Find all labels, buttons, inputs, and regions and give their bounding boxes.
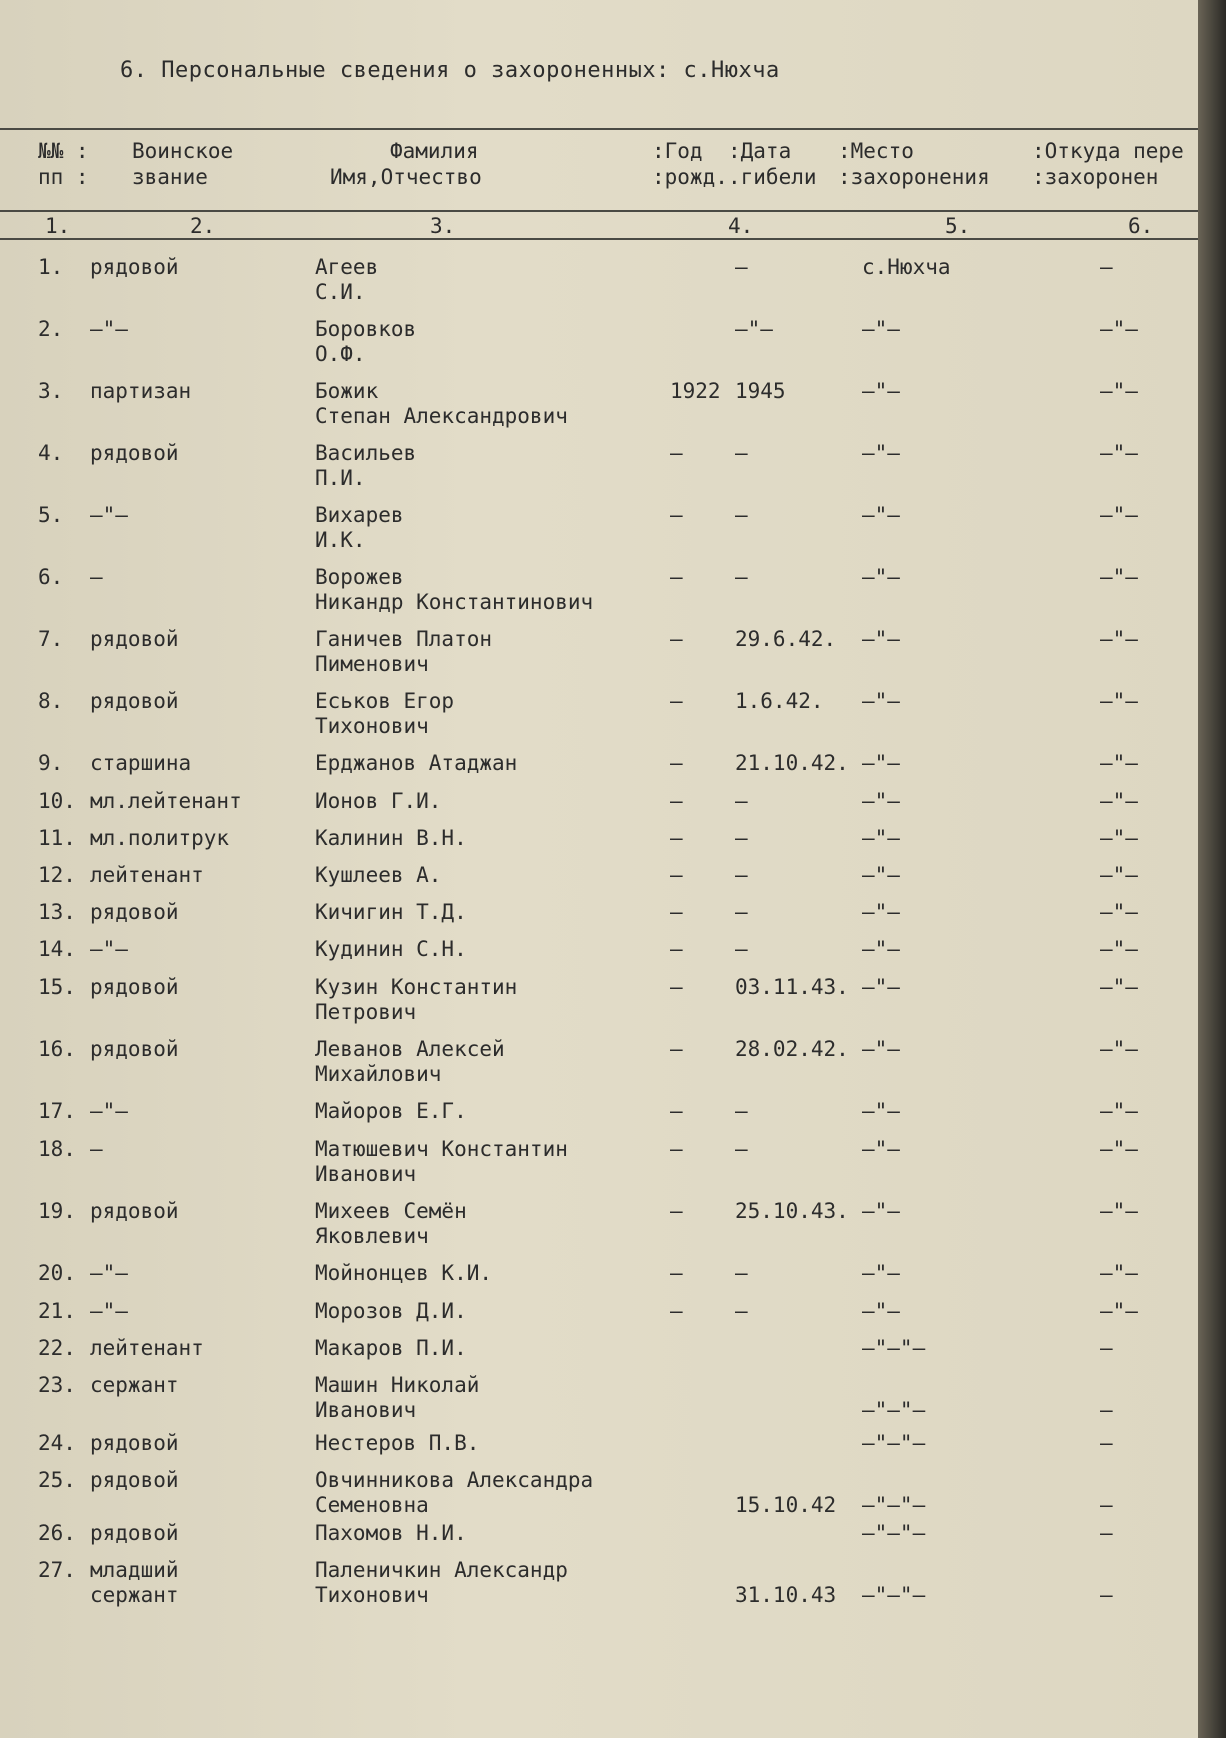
row-number: 8. [38, 689, 64, 713]
row-reburied-from: –"– [1100, 379, 1138, 403]
row-surname: Овчинникова Александра [315, 1468, 594, 1492]
row-number: 7. [38, 627, 64, 651]
row-death-date: – [735, 255, 748, 279]
row-birth-year: – [670, 627, 683, 651]
row-number: 23. [38, 1373, 76, 1397]
row-name-patronymic: Тихонович [315, 1583, 429, 1607]
row-reburied-from: –"– [1100, 863, 1138, 887]
row-death-date: – [735, 863, 748, 887]
row-burial-place: –"–"– [862, 1493, 926, 1517]
row-rank: –"– [90, 317, 128, 341]
row-death-date: 28.02.42. [735, 1037, 849, 1061]
row-surname: Леванов Алексей [315, 1037, 505, 1061]
row-name-patronymic: Степан Александрович [315, 404, 568, 428]
row-burial-place: –"– [862, 503, 900, 527]
page-edge-shadow [1198, 0, 1226, 1738]
row-burial-place: –"– [862, 937, 900, 961]
row-surname: Мойнонцев К.И. [315, 1261, 493, 1285]
row-surname: Божик [315, 379, 379, 403]
row-number: 26. [38, 1521, 76, 1545]
row-birth-year: – [670, 975, 683, 999]
column-number-1: 1. [45, 214, 71, 238]
row-birth-year: – [670, 900, 683, 924]
row-burial-place: –"– [862, 900, 900, 924]
row-surname: Морозов Д.И. [315, 1299, 467, 1323]
row-surname: Еськов Егор [315, 689, 455, 713]
row-rank: сержант [90, 1373, 179, 1397]
row-birth-year: – [670, 1199, 683, 1223]
row-name-patronymic: Михайлович [315, 1062, 442, 1086]
row-reburied-from: –"– [1100, 317, 1138, 341]
row-birth-year: – [670, 441, 683, 465]
row-number: 6. [38, 565, 64, 589]
row-burial-place: –"–"– [862, 1398, 926, 1422]
row-rank: лейтенант [90, 1336, 204, 1360]
row-burial-place: –"–"– [862, 1431, 926, 1455]
header-burial-place: :Место :захоронения [838, 139, 990, 189]
row-number: 27. [38, 1558, 76, 1582]
row-death-date: 03.11.43. [735, 975, 849, 999]
row-surname: Боровков [315, 317, 417, 341]
row-surname: Машин Николай [315, 1373, 480, 1397]
row-birth-year: – [670, 1261, 683, 1285]
row-birth-year: – [670, 937, 683, 961]
row-surname: Калинин В.Н. [315, 826, 467, 850]
row-reburied-from: –"– [1100, 1099, 1138, 1123]
row-burial-place: –"– [862, 565, 900, 589]
row-death-date: 29.6.42. [735, 627, 837, 651]
row-name-patronymic: Пименович [315, 652, 429, 676]
row-number: 19. [38, 1199, 76, 1223]
column-number-2: 2. [190, 214, 216, 238]
row-death-date: 25.10.43. [735, 1199, 849, 1223]
row-surname: Майоров Е.Г. [315, 1099, 467, 1123]
row-reburied-from: –"– [1100, 1137, 1138, 1161]
row-rank: рядовой [90, 255, 179, 279]
row-death-date: –"– [735, 317, 773, 341]
row-birth-year: – [670, 1299, 683, 1323]
row-death-date: 15.10.42 [735, 1493, 837, 1517]
row-number: 25. [38, 1468, 76, 1492]
row-rank: рядовой [90, 1431, 179, 1455]
row-rank: рядовой [90, 1037, 179, 1061]
row-surname: Кузин Константин [315, 975, 518, 999]
row-number: 24. [38, 1431, 76, 1455]
row-rank: рядовой [90, 627, 179, 651]
row-burial-place: –"– [862, 789, 900, 813]
row-rank: –"– [90, 1261, 128, 1285]
row-reburied-from: – [1100, 1583, 1113, 1607]
row-burial-place: –"– [862, 863, 900, 887]
row-name-patronymic: П.И. [315, 466, 366, 490]
row-burial-place: –"– [862, 689, 900, 713]
row-number: 17. [38, 1099, 76, 1123]
column-numbers-top-rule [0, 210, 1198, 212]
row-birth-year: – [670, 1137, 683, 1161]
row-reburied-from: –"– [1100, 789, 1138, 813]
header-rank: Воинское звание [132, 139, 234, 189]
row-rank: рядовой [90, 975, 179, 999]
row-surname: Вихарев [315, 503, 404, 527]
row-rank: рядовой [90, 441, 179, 465]
row-death-date: – [735, 900, 748, 924]
row-surname: Ионов Г.И. [315, 789, 442, 813]
row-number: 9. [38, 751, 64, 775]
row-reburied-from: –"– [1100, 1261, 1138, 1285]
row-reburied-from: –"– [1100, 937, 1138, 961]
row-name-patronymic: О.Ф. [315, 342, 366, 366]
row-surname: Михеев Семён [315, 1199, 467, 1223]
row-death-date: 31.10.43 [735, 1583, 837, 1607]
row-birth-year: – [670, 751, 683, 775]
row-rank: мл.лейтенант [90, 789, 242, 813]
row-reburied-from: –"– [1100, 975, 1138, 999]
row-burial-place: –"–"– [862, 1521, 926, 1545]
row-rank: –"– [90, 937, 128, 961]
row-surname: Кичигин Т.Д. [315, 900, 467, 924]
row-number: 3. [38, 379, 64, 403]
row-rank: – [90, 565, 103, 589]
row-reburied-from: –"– [1100, 441, 1138, 465]
row-name-patronymic: С.И. [315, 280, 366, 304]
column-numbers-bottom-rule [0, 238, 1198, 240]
row-burial-place: –"– [862, 826, 900, 850]
row-death-date: – [735, 826, 748, 850]
row-rank: рядовой [90, 1521, 179, 1545]
row-name-patronymic: Тихонович [315, 714, 429, 738]
row-death-date: 1.6.42. [735, 689, 824, 713]
row-number: 1. [38, 255, 64, 279]
row-birth-year: 1922 [670, 379, 721, 403]
row-reburied-from: –"– [1100, 1037, 1138, 1061]
row-rank: младший [90, 1558, 179, 1582]
row-number: 21. [38, 1299, 76, 1323]
row-number: 15. [38, 975, 76, 999]
row-burial-place: –"–"– [862, 1336, 926, 1360]
row-surname: Ворожев [315, 565, 404, 589]
row-rank: рядовой [90, 1468, 179, 1492]
row-name-patronymic: Иванович [315, 1162, 417, 1186]
row-reburied-from: –"– [1100, 751, 1138, 775]
row-name-patronymic: И.К. [315, 528, 366, 552]
row-death-date: – [735, 1299, 748, 1323]
row-reburied-from: –"– [1100, 565, 1138, 589]
row-rank: партизан [90, 379, 192, 403]
header-birth-year: :Год :рожд. [652, 139, 728, 189]
row-surname: Макаров П.И. [315, 1336, 467, 1360]
row-reburied-from: – [1100, 1398, 1113, 1422]
header-name: Фамилия Имя,Отчество [330, 139, 482, 189]
row-name-patronymic: Иванович [315, 1398, 417, 1422]
row-death-date: – [735, 441, 748, 465]
row-number: 13. [38, 900, 76, 924]
row-reburied-from: –"– [1100, 627, 1138, 651]
row-death-date: 21.10.42. [735, 751, 849, 775]
row-rank: –"– [90, 503, 128, 527]
row-surname: Матюшевич Константин [315, 1137, 568, 1161]
row-burial-place: –"– [862, 1299, 900, 1323]
row-burial-place: –"– [862, 1037, 900, 1061]
row-name-patronymic: Петрович [315, 1000, 417, 1024]
row-death-date: – [735, 789, 748, 813]
row-rank: лейтенант [90, 863, 204, 887]
row-birth-year: – [670, 503, 683, 527]
row-birth-year: – [670, 863, 683, 887]
row-number: 11. [38, 826, 76, 850]
row-surname: Ерджанов Атаджан [315, 751, 518, 775]
row-death-date: – [735, 1261, 748, 1285]
row-reburied-from: –"– [1100, 689, 1138, 713]
row-number: 4. [38, 441, 64, 465]
row-number: 12. [38, 863, 76, 887]
row-rank-line2: сержант [90, 1583, 179, 1607]
row-death-date: – [735, 1099, 748, 1123]
row-reburied-from: –"– [1100, 826, 1138, 850]
row-reburied-from: – [1100, 1336, 1113, 1360]
row-number: 20. [38, 1261, 76, 1285]
row-surname: Нестеров П.В. [315, 1431, 480, 1455]
header-top-rule [0, 128, 1198, 130]
row-surname: Кудинин С.Н. [315, 937, 467, 961]
column-number-6: 6. [1128, 214, 1154, 238]
row-rank: рядовой [90, 900, 179, 924]
row-burial-place: –"– [862, 379, 900, 403]
row-burial-place: с.Нюхча [862, 255, 951, 279]
row-name-patronymic: Семеновна [315, 1493, 429, 1517]
row-burial-place: –"– [862, 1137, 900, 1161]
row-surname: Агеев [315, 255, 379, 279]
row-surname: Пахомов Н.И. [315, 1521, 467, 1545]
row-burial-place: –"– [862, 1261, 900, 1285]
row-rank: –"– [90, 1099, 128, 1123]
row-death-date: 1945 [735, 379, 786, 403]
row-burial-place: –"– [862, 751, 900, 775]
row-birth-year: – [670, 689, 683, 713]
row-death-date: – [735, 937, 748, 961]
column-number-5: 5. [945, 214, 971, 238]
row-burial-place: –"– [862, 1199, 900, 1223]
row-reburied-from: – [1100, 1431, 1113, 1455]
row-reburied-from: –"– [1100, 1199, 1138, 1223]
row-death-date: – [735, 565, 748, 589]
row-birth-year: – [670, 1099, 683, 1123]
row-burial-place: –"– [862, 317, 900, 341]
document-title: 6. Персональные сведения о захороненных: с.Нюхча [120, 58, 780, 83]
row-name-patronymic: Никандр Константинович [315, 590, 594, 614]
row-number: 18. [38, 1137, 76, 1161]
header-no: №№ : пп : [38, 139, 89, 189]
row-burial-place: –"– [862, 627, 900, 651]
row-death-date: – [735, 1137, 748, 1161]
row-burial-place: –"– [862, 1099, 900, 1123]
row-reburied-from: –"– [1100, 900, 1138, 924]
row-number: 2. [38, 317, 64, 341]
row-reburied-from: –"– [1100, 503, 1138, 527]
row-burial-place: –"– [862, 441, 900, 465]
row-reburied-from: – [1100, 255, 1113, 279]
row-rank: мл.политрук [90, 826, 230, 850]
row-number: 14. [38, 937, 76, 961]
row-surname: Кушлеев А. [315, 863, 442, 887]
row-number: 16. [38, 1037, 76, 1061]
row-birth-year: – [670, 565, 683, 589]
row-reburied-from: – [1100, 1521, 1113, 1545]
row-rank: рядовой [90, 1199, 179, 1223]
row-reburied-from: –"– [1100, 1299, 1138, 1323]
header-reburied-from: :Откуда пере :захоронен [1032, 139, 1184, 189]
row-number: 22. [38, 1336, 76, 1360]
row-surname: Васильев [315, 441, 417, 465]
row-burial-place: –"– [862, 975, 900, 999]
row-burial-place: –"–"– [862, 1583, 926, 1607]
row-rank: рядовой [90, 689, 179, 713]
column-number-4: 4. [728, 214, 754, 238]
row-rank: –"– [90, 1299, 128, 1323]
row-birth-year: – [670, 789, 683, 813]
row-reburied-from: – [1100, 1493, 1113, 1517]
row-surname: Паленичкин Александр [315, 1558, 568, 1582]
row-number: 10. [38, 789, 76, 813]
row-rank: – [90, 1137, 103, 1161]
row-surname: Ганичев Платон [315, 627, 493, 651]
row-birth-year: – [670, 1037, 683, 1061]
row-rank: старшина [90, 751, 192, 775]
row-name-patronymic: Яковлевич [315, 1224, 429, 1248]
column-number-3: 3. [430, 214, 456, 238]
row-birth-year: – [670, 826, 683, 850]
row-number: 5. [38, 503, 64, 527]
header-death-date: :Дата .гибели [728, 139, 817, 189]
row-death-date: – [735, 503, 748, 527]
